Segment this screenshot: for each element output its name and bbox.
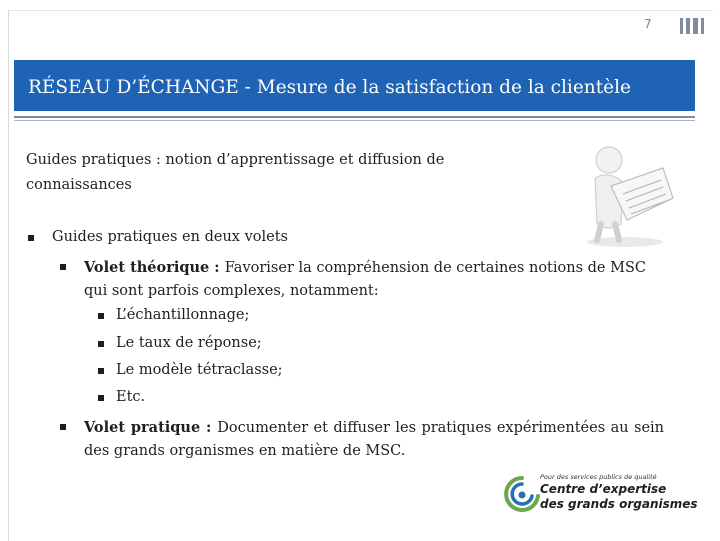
organization-logo	[502, 470, 702, 520]
slide-title: RÉSEAU D’ÉCHANGE - Mesure de la satisfaction de la clientèle	[28, 77, 631, 98]
square-bullet-icon	[98, 395, 104, 401]
practice-text: Documenter et diffuser les pratiques expérimentées au sein des grands organismes en matière de MSC.	[84, 420, 664, 459]
slide-subtitle: Guides pratiques : notion d’apprentissage et diffusion de connaissances	[26, 152, 445, 193]
corner-bars-decoration	[680, 18, 704, 34]
square-bullet-icon	[98, 341, 104, 347]
person-reading-illustration	[571, 138, 679, 248]
title-underline-thin	[14, 120, 695, 121]
bullet-theory	[60, 256, 660, 304]
square-bullet-icon	[98, 313, 104, 319]
logo-name-line1: Centre d’expertise	[540, 482, 667, 496]
theory-label: Volet théorique :	[84, 259, 225, 276]
bullet-practice	[60, 416, 664, 464]
page-number: 7	[644, 17, 652, 31]
square-bullet-icon	[98, 368, 104, 374]
square-bullet-icon	[60, 264, 66, 270]
logo-name-line2: des grands organismes	[540, 497, 698, 511]
practice-label: Volet pratique :	[84, 419, 218, 436]
square-bullet-icon	[60, 424, 66, 430]
bullet-text: Guides pratiques en deux volets	[52, 229, 288, 245]
logo-tagline: Pour des services publics de qualité	[540, 473, 657, 481]
title-underline	[14, 116, 695, 118]
logo-swirl-icon	[502, 474, 542, 514]
theory-text: Favoriser la compréhension de certaines notions de MSC qui sont parfois complexes, notamment:	[84, 260, 646, 299]
square-bullet-icon	[28, 235, 34, 241]
